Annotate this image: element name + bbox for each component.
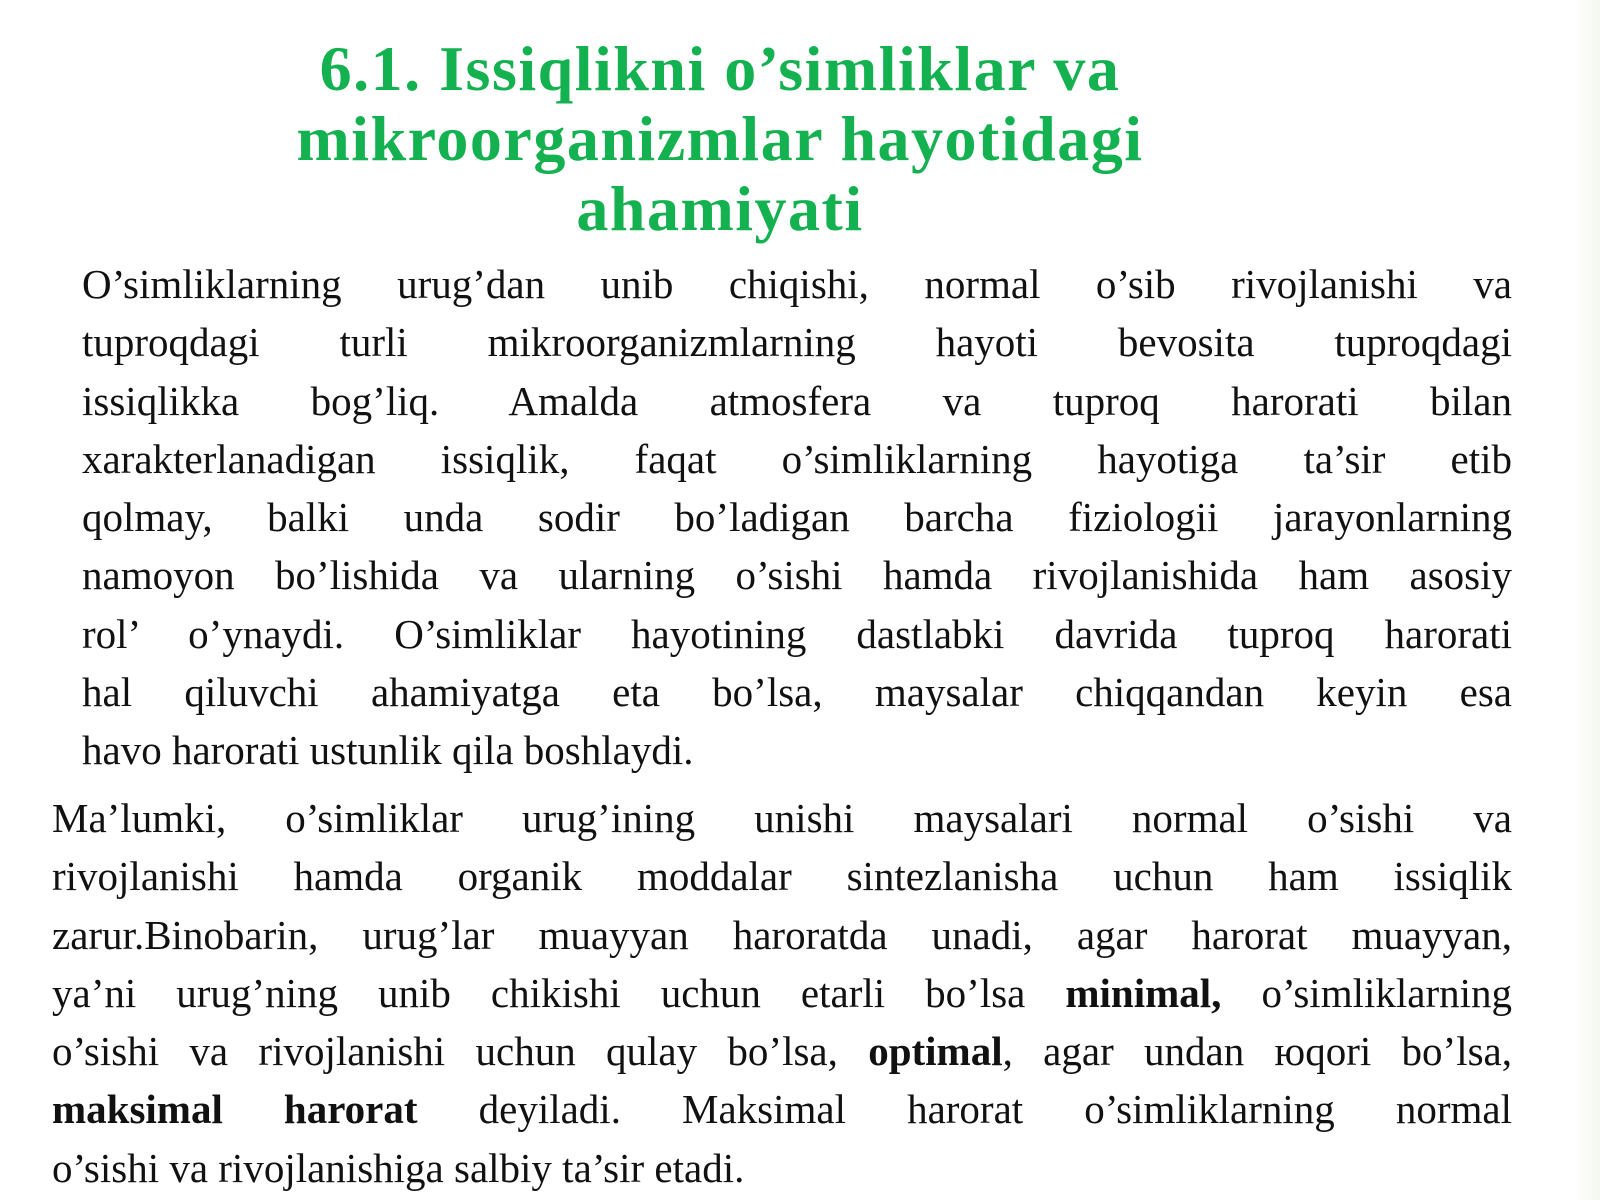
- text-line: rol’ o’ynaydi. O’simliklar hayotining dastlabki davrida tuproq harorati: [82, 610, 1512, 657]
- paragraph-intro: [82, 255, 1512, 780]
- slide-title: [150, 34, 1290, 244]
- text-run: o’simliklarning: [1221, 969, 1512, 1016]
- text-line: havo harorati ustunlik qila boshlaydi.: [82, 727, 694, 774]
- text-line: namoyon bo’lishida va ularning o’sishi hamda rivojlanishida ham asosiy: [82, 552, 1512, 599]
- text-line: [52, 964, 1512, 1022]
- text-line: xarakterlanadigan issiqlik, faqat o’simliklarning hayotiga ta’sir etib: [82, 435, 1512, 482]
- text-run: ya’ni urug’ning unib chikishi uchun etarli bo’lsa: [52, 969, 1066, 1016]
- text-line: o’sishi va rivojlanishiga salbiy ta’sir etadi.: [52, 1144, 745, 1191]
- text-line: O’simliklarning urug’dan unib chiqishi, normal o’sib rivojlanishi va: [82, 261, 1512, 307]
- text-run: , agar undan юqori bo’lsa,: [1002, 1028, 1513, 1075]
- text-line: rivojlanishi hamda organik moddalar sintezlanisha uchun ham issiqlik: [52, 853, 1512, 900]
- title-line: mikroorganizmlar hayotidagi: [296, 103, 1144, 174]
- title-line: 6.1. Issiqlikni o’simliklar va: [319, 33, 1121, 104]
- text-run: deyiladi. Maksimal harorat o’simliklarning normal: [417, 1086, 1512, 1133]
- term-maksimal-harorat: maksimal harorat: [52, 1086, 418, 1133]
- paragraph-temperature: [52, 789, 1512, 1197]
- term-minimal: minimal,: [1065, 969, 1222, 1016]
- text-line: [52, 1080, 1512, 1138]
- text-line: issiqlikka bog’liq. Amalda atmosfera va tuproq harorati bilan: [82, 377, 1512, 424]
- text-run: o’sishi va rivojlanishi uchun qulay bo’lsa,: [52, 1028, 869, 1075]
- title-line: ahamiyati: [576, 173, 864, 244]
- text-line: [52, 1022, 1512, 1080]
- text-line: Ma’lumki, o’simliklar urug’ining unishi maysalari normal o’sishi va: [52, 795, 1512, 841]
- term-optimal: optimal: [868, 1028, 1003, 1075]
- text-line: hal qiluvchi ahamiyatga eta bo’lsa, maysalar chiqqandan keyin esa: [82, 669, 1512, 716]
- text-line: tuproqdagi turli mikroorganizmlarning hayoti bevosita tuproqdagi: [82, 319, 1512, 366]
- text-line: qolmay, balki unda sodir bo’ladigan barcha fiziologii jarayonlarning: [82, 494, 1512, 541]
- slide-edge-shade: [1574, 0, 1600, 1200]
- text-line: zarur.Binobarin, urug’lar muayyan haroratda unadi, agar harorat muayyan,: [52, 911, 1512, 958]
